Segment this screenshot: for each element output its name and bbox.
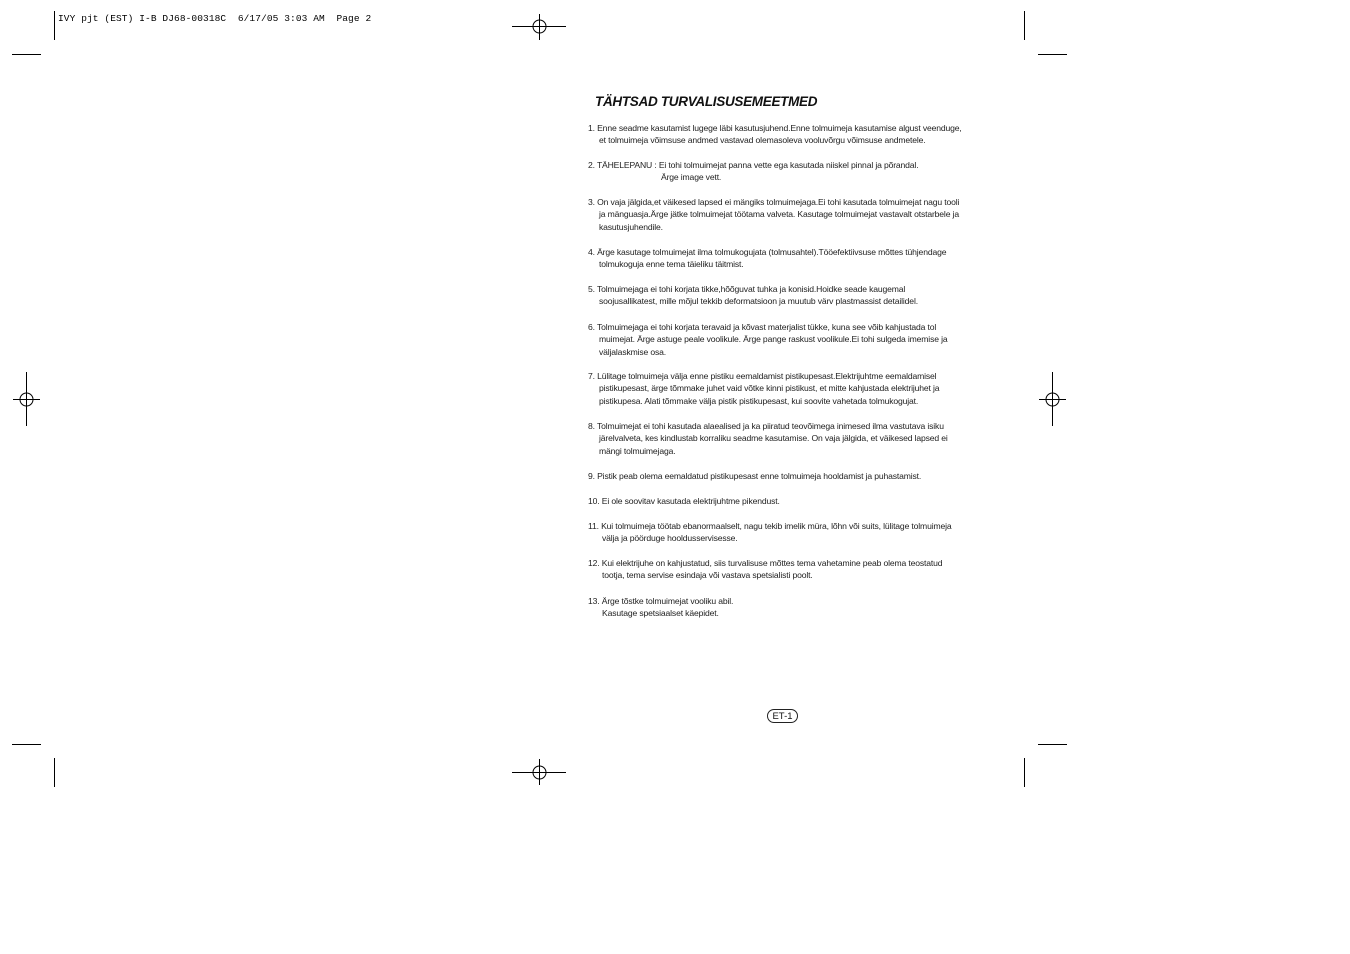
item-line: Kasutage spetsiaalset käepidet. <box>602 608 719 619</box>
item-line: pistikupesa. Alati tõmmake välja pistik pistikupesast, kui soovite vahetada tolmukogujat. <box>599 395 919 406</box>
item-line: muimejat. Ärge astuge peale voolikule. Ärge pange raskust voolikule.Ei tohi sulgeda imemise ja <box>599 334 948 345</box>
list-item <box>588 557 988 582</box>
item-line: et tolmuimeja võimsuse andmed vastavad olemasoleva vooluvõrgu võimsuse andmetele. <box>599 135 926 146</box>
list-item <box>588 246 988 271</box>
item-line: 5. Tolmuimejaga ei tohi korjata tikke,hõõguvat tuhka ja konisid.Hoidke seade kaugemal <box>588 284 906 294</box>
item-line: Ärge image vett. <box>661 172 722 183</box>
item-line: pistikupesast, ärge tõmmake juhet vaid võtke kinni pistikust, et mitte kahjustada elektrijuhet ja <box>599 383 940 394</box>
list-item <box>588 321 988 358</box>
item-line: tolmukoguja enne tema täieliku täitmist. <box>599 259 744 270</box>
list-item <box>588 122 988 147</box>
registration-target-bottom <box>512 759 566 785</box>
item-line: kasutusjuhendile. <box>599 221 663 232</box>
item-line: mängi tolmuimejaga. <box>599 445 676 456</box>
item-line: välja ja pöörduge hooldusservisesse. <box>602 533 738 544</box>
item-line: 11. Kui tolmuimeja töötab ebanormaalselt, nagu tekib imelik müra, lõhn või suits, lülitage tolmuimeja <box>588 521 952 531</box>
item-line: 3. On vaja jälgida,et väikesed lapsed ei mängiks tolmuimejaga.Ei tohi kasutada tolmuimejat nagu tooli <box>588 197 960 207</box>
item-line: järelvalveta, kes kindlustab korraliku seadme kasutamise. On vaja jälgida, et väikesed lapsed ei <box>599 433 948 444</box>
registration-target-left <box>13 372 40 426</box>
item-line: 12. Kui elektrijuhe on kahjustatud, siis turvalisuse mõttes tema vahetamine peab olema teostatud <box>588 558 943 568</box>
item-line: 6. Tolmuimejaga ei tohi korjata teravaid ja kõvast materjalist tükke, kuna see võib kahjustada tol <box>588 322 937 332</box>
registration-target-top <box>512 14 566 40</box>
item-line: ja mänguasja.Ärge jätke tolmuimejat töötama valveta. Kasutage tolmuimejat vastavalt otstarbele ja <box>599 209 959 220</box>
item-line: soojusallikatest, mille mõjul tekkib deformatsioon ja muutub värv plastmassist detailidel. <box>599 296 918 307</box>
item-line: 9. Pistik peab olema eemaldatud pistikupesast enne tolmuimeja hooldamist ja puhastamist. <box>588 471 922 481</box>
item-line: väljalaskmise osa. <box>599 346 667 357</box>
list-item <box>588 520 988 545</box>
list-item <box>588 495 988 507</box>
item-line: 13. Ärge tõstke tolmuimejat vooliku abil. <box>588 596 734 606</box>
list-item <box>588 159 988 184</box>
item-line: 2. TÄHELEPANU : Ei tohi tolmuimejat panna vette ega kasutada niiskel pinnal ja põrandal. <box>588 160 919 170</box>
list-item <box>588 370 988 407</box>
list-item <box>588 283 988 308</box>
item-line: 1. Enne seadme kasutamist lugege läbi kasutusjuhend.Enne tolmuimeja kasutamise algust veenduge, <box>588 123 962 133</box>
list-item <box>588 470 988 482</box>
item-line: tootja, tema servise esindaja või vastava spetsialisti poolt. <box>602 570 813 581</box>
item-line: 8. Tolmuimejat ei tohi kasutada alaealised ja ka piiratud teovõimega inimesed ilma vastutava isiku <box>588 421 944 431</box>
item-line: 7. Lülitage tolmuimeja välja enne pistiku eemaldamist pistikupesast.Elektrijuhtme eemaldamisel <box>588 371 937 381</box>
list-item <box>588 595 988 620</box>
item-line: 10. Ei ole soovitav kasutada elektrijuhtme pikendust. <box>588 496 780 506</box>
item-line: 4. Ärge kasutage tolmuimejat ilma tolmukogujata (tolmusahtel).Tööefektiivsuse mõttes tühjendage <box>588 247 947 257</box>
page-number-badge: ET-1 <box>767 709 798 723</box>
registration-target-right <box>1039 372 1066 426</box>
print-slug-line: IVY pjt (EST) I-B DJ68-00318C 6/17/05 3:03 AM Page 2 <box>58 13 372 24</box>
page-title: TÄHTSAD TURVALISUSEMEETMED <box>595 94 818 109</box>
list-item <box>588 196 988 233</box>
list-item <box>588 420 988 457</box>
